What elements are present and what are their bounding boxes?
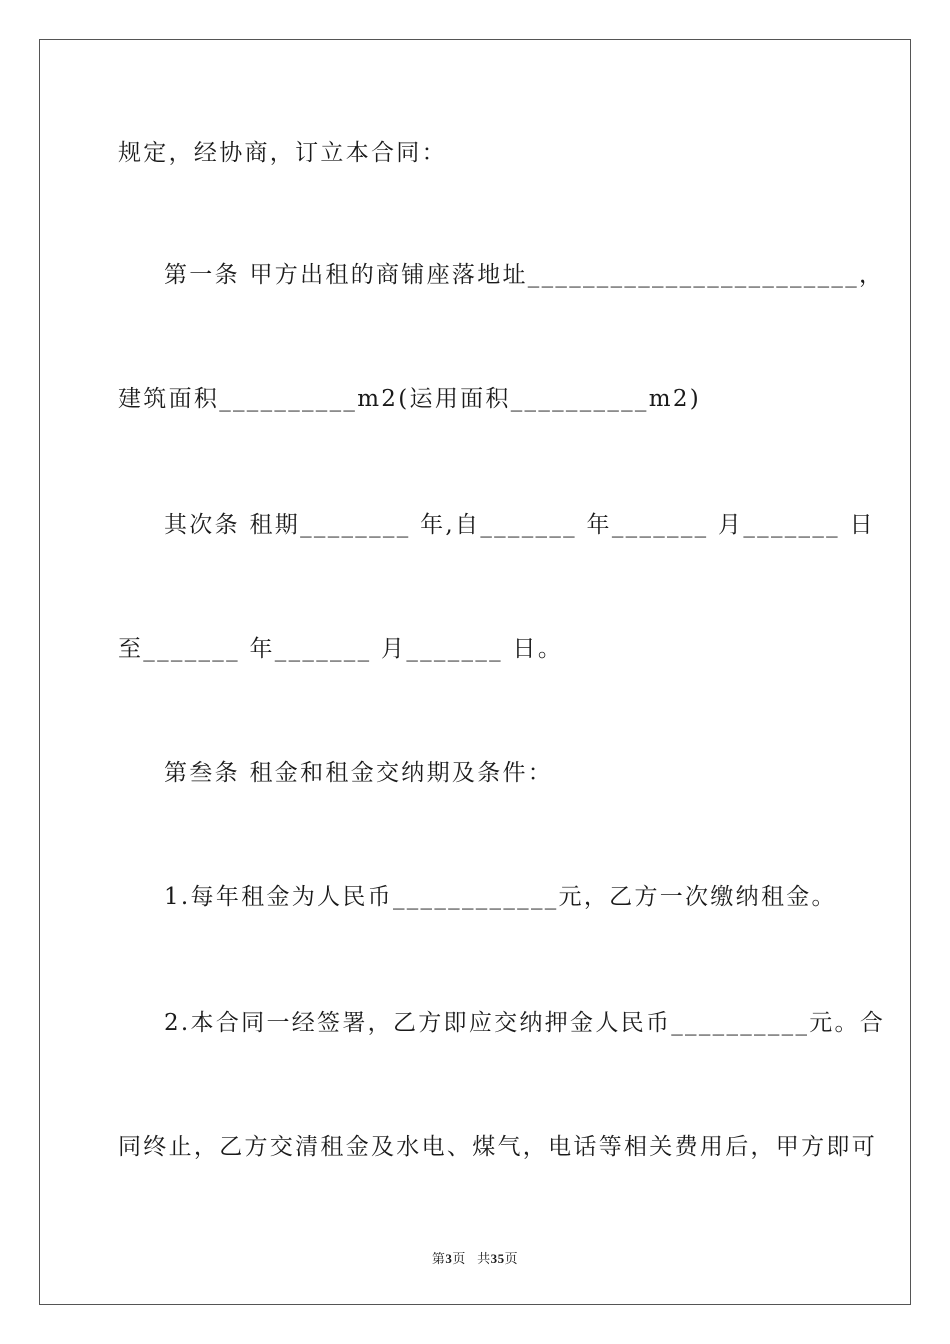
footer-total-pages: 35 [490,1251,505,1266]
contract-text-line-9: 同终止，乙方交清租金及水电、煤气，电话等相关费用后，甲方即可 [118,1134,877,1160]
contract-text-line-1: 规定，经协商，订立本合同： [118,140,447,166]
clause-1-address-line: 第一条 甲方出租的商铺座落地址________________________， [164,262,885,288]
clause-3-item-2: 2.本合同一经签署，乙方即应交纳押金人民币__________元。合 [164,1010,886,1036]
page-border [39,39,911,1305]
footer-page-number: 3 [445,1251,453,1266]
footer-page-prefix: 第 [431,1251,446,1266]
page-footer [0,1248,950,1267]
clause-3-heading: 第叁条 租金和租金交纳期及条件： [164,760,554,786]
footer-page-suffix: 页 共 [452,1251,491,1266]
clause-1-area-line: 建筑面积__________m2(运用面积__________m2) [118,386,702,412]
clause-2-end-date-line: 至_______ 年_______ 月_______ 日。 [118,636,564,662]
clause-3-item-1: 1.每年租金为人民币____________元，乙方一次缴纳租金。 [164,884,837,910]
clause-2-term-line: 其次条 租期________ 年,自_______ 年_______ 月_______ 日 [164,512,875,538]
footer-total-suffix: 页 [504,1251,519,1266]
